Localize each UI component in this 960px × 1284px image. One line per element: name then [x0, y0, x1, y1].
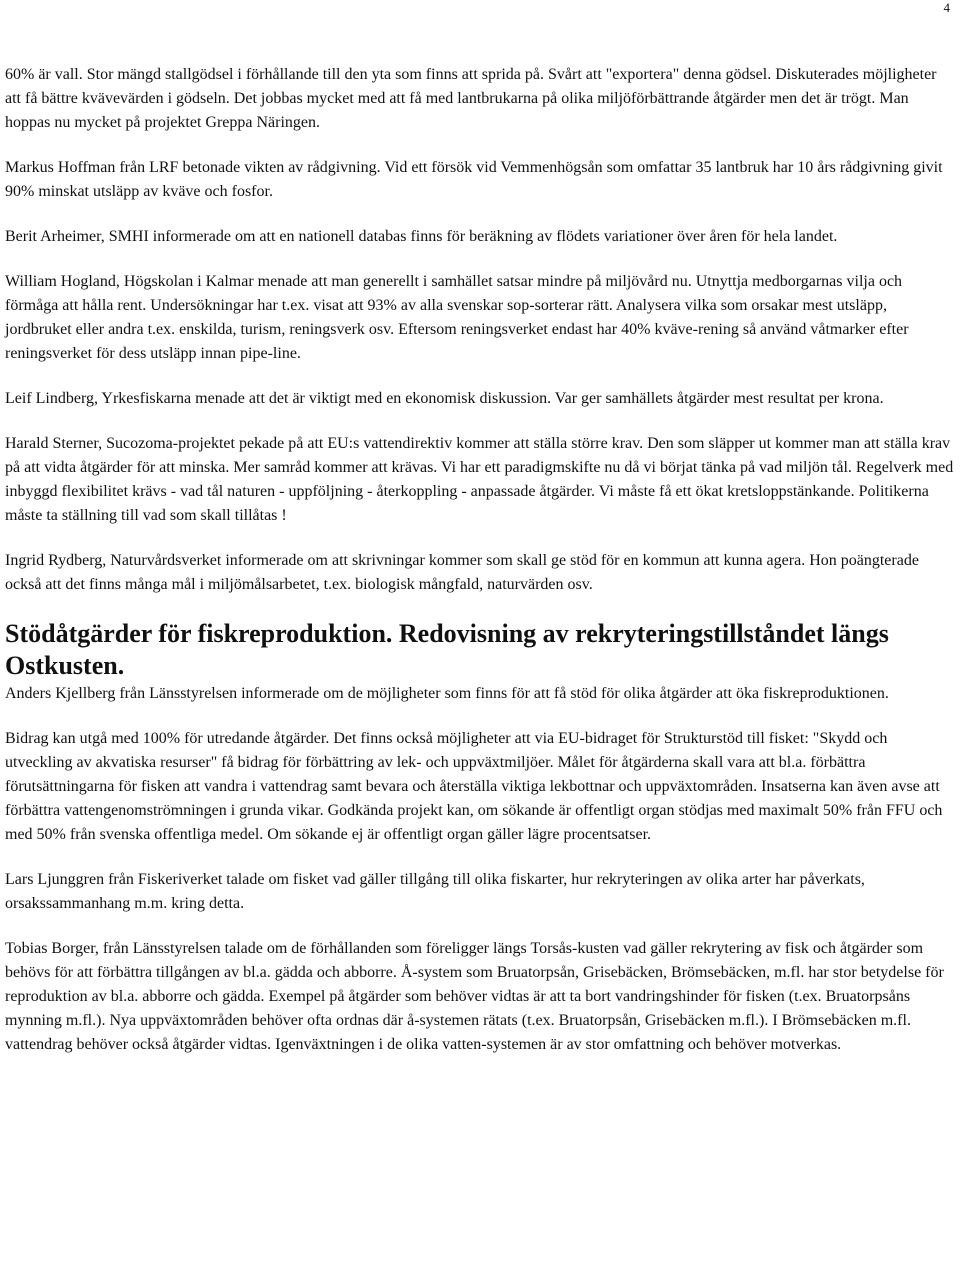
paragraph-arheimer: Berit Arheimer, SMHI informerade om att en nationell databas finns för beräkning av flödets variationer över åren för hela landet.: [5, 228, 838, 245]
document-body: [5, 63, 955, 1078]
page-number: 4: [943, 0, 950, 15]
paragraph-lindberg: Leif Lindberg, Yrkesfiskarna menade att det är viktigt med en ekonomisk diskussion. Var ger samhällets åtgärder mest resultat per krona.: [5, 390, 884, 407]
paragraph-kjellberg: Anders Kjellberg från Länsstyrelsen informerade om de möjligheter som finns för att få stöd för olika åtgärder att öka fiskreproduktionen.: [5, 685, 889, 702]
paragraph-hoffman: Markus Hoffman från LRF betonade vikten av rådgivning. Vid ett försök vid Vemmenhögsån som omfattar 35 lantbruk har 10 års rådgivning givit 90% minskat utsläpp av kväve och fosfor.: [5, 159, 943, 200]
paragraph-rydberg: Ingrid Rydberg, Naturvårdsverket informerade om att skrivningar kommer som skall ge stöd för en kommun att kunna agera. Hon poängterade också att det finns många mål i miljömålsarbetet, t.ex. biologisk mångfald, naturvärden osv.: [5, 552, 919, 593]
section-heading: Stödåtgärder för fiskreproduktion. Redovisning av rekryteringstillståndet längs Ostkusten.: [5, 619, 889, 680]
paragraph-manure: 60% är vall. Stor mängd stallgödsel i förhållande till den yta som finns att sprida på. Svårt att "exportera" denna gödsel. Diskuterades möjligheter att få bättre kvävevärden i gödseln. Det jobbas mycket med att få med lantbrukarna på olika miljöförbättrande åtgärder men det är trögt. Man hoppas nu mycket på projektet Greppa Näringen.: [5, 66, 937, 131]
paragraph-ljunggren: Lars Ljunggren från Fiskeriverket talade om fisket vad gäller tillgång till olika fiskarter, hur rekryteringen av olika arter har påverkats, orsakssammanhang m.m. kring detta.: [5, 871, 865, 912]
paragraph-borger: Tobias Borger, från Länsstyrelsen talade om de förhållanden som föreligger längs Torsås-kusten vad gäller rekrytering av fisk och åtgärder som behövs för att förbättra tillgången av bl.a. gädda och abborre. Å-system som Bruatorpsån, Grisebäcken, Brömsebäcken, m.fl. har stor betydelse för reproduktion av bl.a. abborre och gädda. Exempel på åtgärder som behöver vidtas är att ta bort vandringshinder för fisken (t.ex. Bruatorpsåns mynning m.fl.). Nya uppväxtområden behöver ofta ordnas där å-systemen rätats (t.ex. Bruatorpsån, Grisebäcken m.fl.). I Brömsebäcken m.fl. vattendrag behöver också åtgärder vidtas. Igenväxtningen i de olika vatten-systemen är av stor omfattning och behöver motverkas.: [5, 940, 944, 1053]
paragraph-bidrag: Bidrag kan utgå med 100% för utredande åtgärder. Det finns också möjligheter att via EU-bidraget för Strukturstöd till fisket: "Skydd och utveckling av akvatiska resurser" få bidrag för förbättring av lek- och uppväxtmiljöer. Målet för åtgärderna skall vara att bl.a. förbättra förutsättningarna för fisken att vandra i vattendrag samt bevara och återställa viktiga lekbottnar och uppväxtområden. Insatserna kan även avse att förbättra vattengenomströmningen i grunda vikar. Godkända projekt kan, om sökande är offentligt organ stödjas med maximalt 50% från FFU och med 50% från svenska offentliga medel. Om sökande ej är offentligt organ gäller lägre procentsatser.: [5, 730, 943, 843]
paragraph-hogland: William Hogland, Högskolan i Kalmar menade att man generellt i samhället satsar mindre på miljövård nu. Utnyttja medborgarnas vilja och förmåga att hålla rent. Undersökningar har t.ex. visat att 93% av alla svenskar sop-sorterar rätt. Analysera vilka som orsakar mest utsläpp, jordbruket eller andra t.ex. enskilda, turism, reningsverk osv. Eftersom reningsverket endast har 40% kväve-rening så använd våtmarker efter reningsverket för dess utsläpp innan pipe-line.: [5, 273, 909, 362]
paragraph-sterner: Harald Sterner, Sucozoma-projektet pekade på att EU:s vattendirektiv kommer att ställa större krav. Den som släpper ut kommer man att ställa krav på att vidta åtgärder för att minska. Mer samråd kommer att krävas. Vi har ett paradigmskifte nu då vi börjat tänka på vad miljön tål. Regelverk med inbyggd flexibilitet krävs - vad tål naturen - uppföljning - återkoppling - anpassade åtgärder. Vi måste få ett ökat kretsloppstänkande. Politikerna måste ta ställning till vad som skall tillåtas !: [5, 435, 954, 524]
